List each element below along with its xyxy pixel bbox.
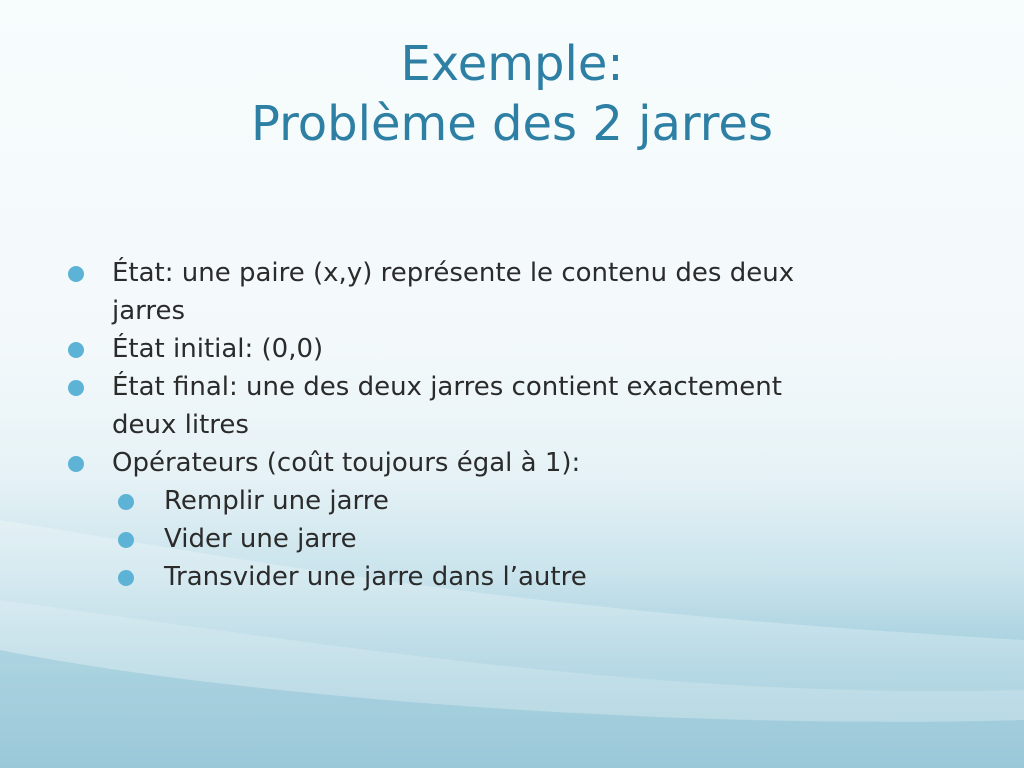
bullet-list (66, 254, 966, 596)
bullet-item-etat-final (66, 368, 966, 444)
bullet-dot-icon (118, 494, 134, 510)
sub-bullet-item-transvider (66, 558, 966, 596)
bullet-item-operateurs (66, 444, 966, 482)
bullet-dot-icon (68, 380, 84, 396)
sub-bullet-item-remplir (66, 482, 966, 520)
bullet-dot-icon (68, 342, 84, 358)
bullet-dot-icon (118, 570, 134, 586)
bullet-text: État initial: (0,0) (112, 334, 324, 364)
bullet-dot-icon (68, 456, 84, 472)
sub-bullet-item-vider (66, 520, 966, 558)
title-line-2: Problème des 2 jarres (251, 96, 773, 152)
bullet-dot-icon (68, 266, 84, 282)
bullet-dot-icon (118, 532, 134, 548)
bullet-text: État: une paire (x,y) représente le contenu des deux (112, 258, 795, 288)
sub-bullet-text: Vider une jarre (164, 524, 357, 554)
bullet-text-continued: deux litres (112, 410, 249, 440)
sub-bullet-text: Remplir une jarre (164, 486, 389, 516)
title-line-1: Exemple: (400, 36, 624, 92)
slide-title (0, 34, 1024, 154)
bullet-text: Opérateurs (coût toujours égal à 1): (112, 448, 581, 478)
bullet-item-etat-initial (66, 330, 966, 368)
sub-bullet-text: Transvider une jarre dans l’autre (164, 562, 587, 592)
bullet-text-continued: jarres (112, 296, 186, 326)
bullet-text: État final: une des deux jarres contient exactement (112, 372, 782, 402)
bullet-item-etat (66, 254, 966, 330)
